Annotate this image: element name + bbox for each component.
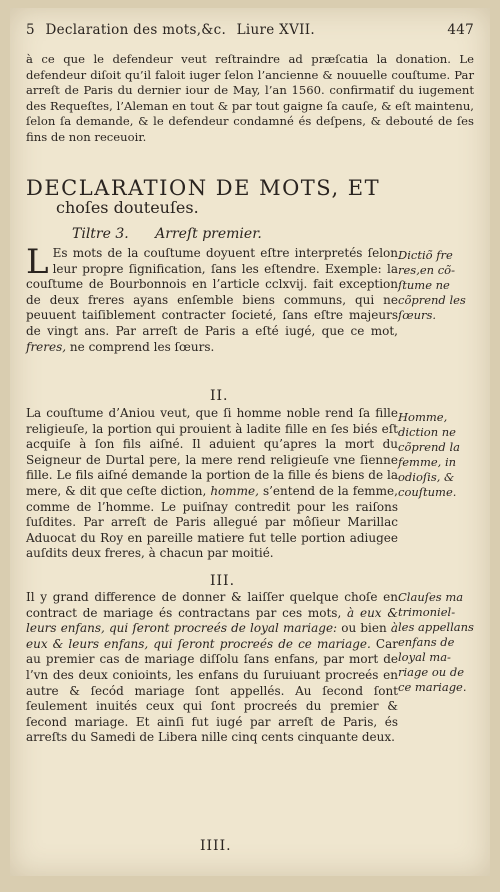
chapter-title: DECLARATION DE MOTS, ET xyxy=(26,176,381,200)
margin-note-line: les appellans xyxy=(398,620,474,634)
running-head xyxy=(26,22,474,38)
book-page xyxy=(10,8,490,876)
section-3-italic-b: à eux & leurs enfans, qui ſeront procreés de ce mariage. xyxy=(26,621,398,651)
section-numeral-2: II. xyxy=(210,388,229,404)
running-title-group xyxy=(26,22,315,38)
section-1-italic: freres, xyxy=(26,339,67,354)
section-1 xyxy=(26,242,398,355)
margin-note-line: ſtume ne xyxy=(398,278,450,292)
opening-paragraph: à ce que le defendeur veut reſtraindre ad præſcatia la donation. Le defendeur diſoit qu’il faloit iuger ſelon l’ancienne & nouuelle couſtume. Par arreſt de Paris du dernier iour de May, l’an 1560. confirmatif du iugement des Requeſtes, l’Aleman en tout & par tout gaigne ſa cauſe, & eſt maintenu, ſelon ſa demande, & le defendeur condamné és deſpens, & debouté de ſes fins de non receuoir. xyxy=(26,52,474,144)
margin-note-line: loyal ma- xyxy=(398,650,451,664)
section-3-text-a: Il y grand difference de donner & laiſſer quelque choſe en contract de mariage és contractans par ces mots, xyxy=(26,590,398,620)
margin-note-line: res,en cõ- xyxy=(398,263,455,277)
margin-note-line: diction ne xyxy=(398,425,456,439)
section-1-tail: ne comprend les ſœurs. xyxy=(69,339,215,354)
margin-note-line: cõprend la xyxy=(398,440,460,454)
margin-note-3 xyxy=(398,590,486,695)
page-number: 447 xyxy=(447,22,474,38)
margin-note-line: ſœurs. xyxy=(398,308,437,322)
margin-note-line: couſtume. xyxy=(398,485,457,499)
margin-note-line: riage ou de xyxy=(398,665,465,679)
margin-note-line: cõprend les xyxy=(398,293,466,307)
section-3-text-b: ou bien xyxy=(341,621,387,636)
margin-note-line: odioſis, & xyxy=(398,470,455,484)
margin-note-line: Dictiõ fre xyxy=(398,248,453,262)
margin-note-1 xyxy=(398,248,486,323)
margin-note-line: trimoniel- xyxy=(398,605,456,619)
margin-note-line: Clauſes ma xyxy=(398,590,464,604)
margin-note-line: enfans de xyxy=(398,635,455,649)
section-2-tail: s’entend de la femme, comme de l’homme. Le puiſnay contredit pour les raiſons ſuſdites. Par arreſt de Paris allegué par môſieur Marillac Aduocat du Roy en pareille matiere fut telle portion adiugee auſdits deux freres, à chacun par moitié. xyxy=(26,483,398,561)
margin-note-line: femme, in xyxy=(398,455,457,469)
margin-note-line: Homme, xyxy=(398,410,448,424)
section-numeral-4: IIII. xyxy=(200,838,232,854)
section-1-text: Es mots de la couſtume doyuent eſtre interpretés ſelon leur propre ſignification, ſans les eſtendre. Exemple: la couſtume de Bourbonnois en l’article cclxvij. fait exception de deux freres ayans enſemble biens communs, qui ne peuuent taiſiblement contracter ſocieté, ſans eſtre majeurs de vingt ans. Par arreſt de Paris a eſté iugé, que ce mot, xyxy=(26,246,398,338)
section-3 xyxy=(26,590,398,746)
chapter-subtitle: choſes douteuſes. xyxy=(56,198,199,217)
drop-capital: L xyxy=(26,242,49,282)
section-3-italic-a: à eux & leurs enfans, qui ſeront procreés de loyal mariage: xyxy=(26,605,399,636)
section-2 xyxy=(26,406,398,562)
section-2-text: La couſtume d’Aniou veut, que ſi homme noble rend ſa fille religieuſe, la portion qui prouient à ladite fille en ſes biés eſt acquiſe à ſon fils aiſné. Il aduient qu’apres la mort du Seigneur de Durtal pere, la mere rend religieuſe vne ſienne fille. Le fils aiſné demande la portion de la fille és biens de la mere, & dit que ceſte diction, xyxy=(26,406,398,498)
livre-label: Liure XVII. xyxy=(236,22,315,38)
section-2-italic: homme, xyxy=(210,483,259,498)
folio-mark: 5 xyxy=(26,22,35,38)
running-title: Declaration des mots,&c. xyxy=(45,22,227,38)
margin-note-line: ce mariage. xyxy=(398,680,467,694)
section-3-text-c: Car au premier cas de mariage diſſolu ſans enfans, par mort de l’vn des deux conioints, les enfans du ſuruiuant procreés en autre & ſecód mariage ſont appellés. Au ſecond ſont ſeulement inuités ceux qui ſont procreés du premier & ſecond mariage. Et ainſi fut iugé par arreſt de Paris, és arreſts du Samedi de Libera nille cinq cents cinquante deux. xyxy=(26,636,398,745)
titre-line xyxy=(72,226,262,242)
margin-note-2 xyxy=(398,410,486,500)
arrest-label: Arreſt premier. xyxy=(155,226,262,242)
titre-label: Tiltre 3. xyxy=(72,226,129,242)
section-numeral-3: III. xyxy=(210,573,236,589)
